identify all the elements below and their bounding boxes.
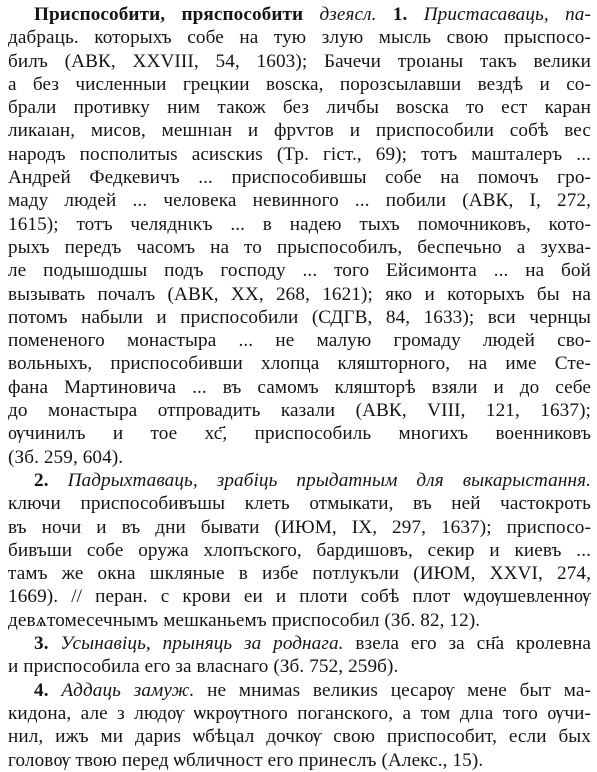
text-line: фана Мартиновича ... въ самомъ кляшторѣ взяли и до себе xyxy=(8,376,591,398)
text-line: 1669). // перан. с крови еи и плоти собѣ плот ѡдѹшевленнѹ xyxy=(8,586,591,608)
text-line: народъ посполитыѕ асиѕскиѕ (Тр. гіст., 69); тотъ машталеръ ... xyxy=(8,143,591,165)
text-line: билъ (АВК, XXVIII, 54, 1603); Бачечи троıаны такъ велики xyxy=(8,50,591,72)
headword: Приспособити, пряспособити xyxy=(34,4,304,25)
text-line: до монастыра отпровадить казали (АВК, VIII, 121, 1637); xyxy=(8,400,591,422)
text-line: (Зб. 259, 604). xyxy=(8,446,124,468)
text-line: дабраць. которыхъ собе на тую злую мысль свою прыспосо- xyxy=(8,27,591,49)
text-line: бивъши собе оружа хлопъского, бардишовъ, секир и киевъ ... xyxy=(8,539,591,561)
sense-number-2: 2. xyxy=(34,469,49,491)
text-line: вольныхъ, приспособивши хлопца кляшторного, на име Сте- xyxy=(8,353,591,375)
text-line: тамъ же окна шкляные в избе потлукъли (ИЮМ, XXVI, 274, xyxy=(8,563,591,585)
sense-4-header xyxy=(8,679,591,702)
sense-4-text: не мнимаѕ великиѕ цесарѹ мене быт ма- xyxy=(207,679,591,701)
sense-2-header xyxy=(8,469,591,492)
text-line: помененого монастыра ... не малую громаду людей сво- xyxy=(8,330,591,352)
sense-3-header xyxy=(8,632,591,655)
text-line: ликаıан, мисов, мешнıан и фрѵгов и приспособили собѣ вес xyxy=(8,120,591,142)
sense-definition-1: Пристасаваць, па- xyxy=(423,4,591,25)
text-line: вызывать почалъ (АВК, XX, 268, 1621); яко и которыхъ бы на xyxy=(8,283,591,305)
text-line: девѧтомесечнымъ мешканьемъ приспособил (Зб. 82, 12). xyxy=(8,609,481,631)
text-line: потомъ набыли и приспособили (СДГВ, 84, 1633); вси чернцы xyxy=(8,306,591,328)
text-line: головѹ твою перед ѡбличност его принеслъ (Алекс., 15). xyxy=(8,749,484,771)
text-line: рыхъ передъ часомъ на то прыспособилъ, беспечьно а зухва- xyxy=(8,236,591,258)
sense-number-1: 1. xyxy=(392,4,408,25)
text-line: въ ночи и въ дни бывати (ИЮМ, IX, 297, 1637); приспосо- xyxy=(8,516,591,538)
sense-number-3: 3. xyxy=(34,633,49,655)
text-line: кидона, але з людѹ ѡкрѹтного поганского, а том длıа того ѹчи- xyxy=(8,702,591,724)
sense-3-text: взела его за сн҃а кролевна xyxy=(355,633,591,655)
text-line: нил, ижъ ми дариѕ ѡбѣцал дочкѹ свою приспособит, если бых xyxy=(8,726,591,748)
text-line: Андрей Федкевичъ ... приспособившы собе на помочъ гро- xyxy=(8,167,591,189)
text-line: ле подышодшы подъ господу ... того Ейсимонта ... на бой xyxy=(8,260,591,282)
sense-number-4: 4. xyxy=(34,679,49,701)
dictionary-entry xyxy=(8,3,591,772)
text-line: ключи приспособивъшы клеть отмыкати, въ ней частокроть xyxy=(8,493,591,515)
sense-definition-2: Падрыхтаваць, зрабіць прыдатным для выкарыстання. xyxy=(67,469,591,491)
sense-definition-3: Усынавіць, прыняць за роднага. xyxy=(60,633,344,655)
text-line: а без численныи грецкии воѕска, порозсылавши вездѣ и со- xyxy=(8,73,591,95)
text-line: брали противку ним також без личбы воѕска то ест каран xyxy=(8,97,591,119)
entry-line-1 xyxy=(8,3,591,26)
grammar-label: дзеясл. xyxy=(319,4,377,25)
text-line: и приспособила его за власнаго (Зб. 752, 259б). xyxy=(8,656,399,678)
text-line: маду людей ... человека невинного ... побили (АВК, I, 272, xyxy=(8,190,591,212)
sense-definition-4: Аддаць замуж. xyxy=(61,679,195,701)
text-line: ѹчинилъ и тое хс҃, приспособиль многихъ военниковъ xyxy=(8,423,591,445)
text-line: 1615); тотъ челяднικъ ... в надею тыхъ помочниковъ, кото- xyxy=(8,213,591,235)
